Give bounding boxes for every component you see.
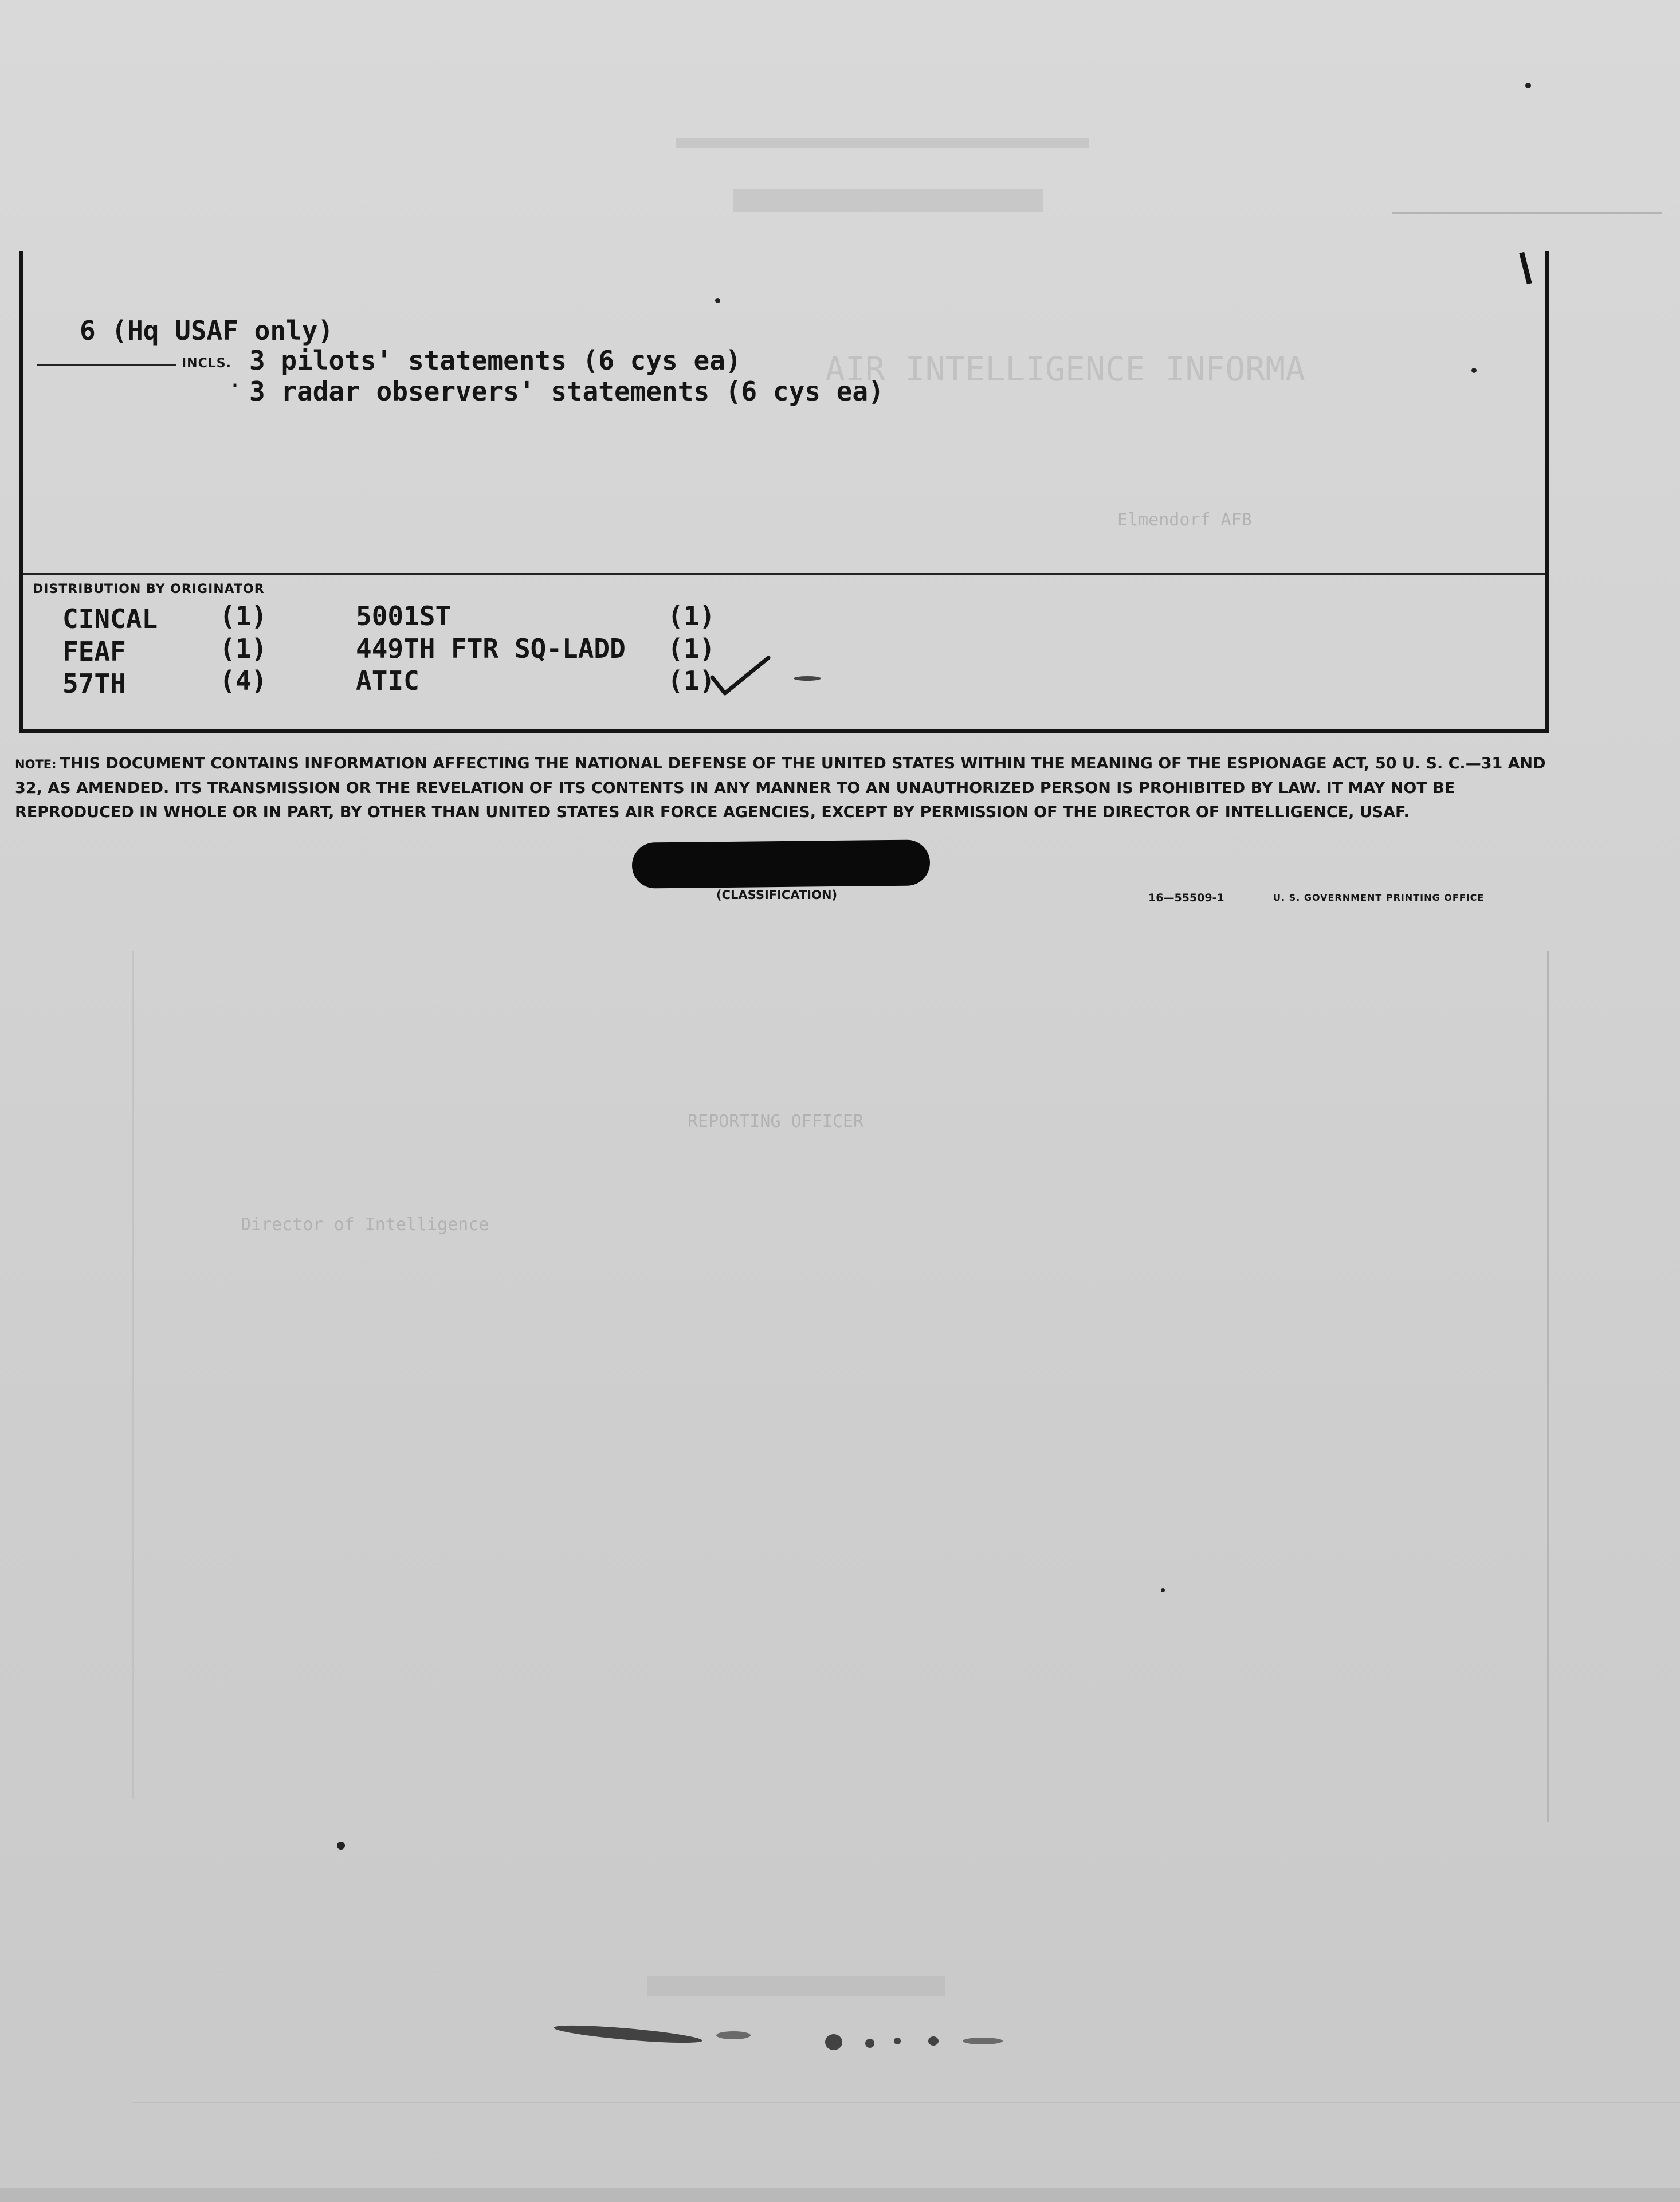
speck bbox=[1161, 1588, 1165, 1592]
dist-right-name: 5001ST bbox=[356, 600, 452, 631]
show-through-text: Elmendorf AFB bbox=[1117, 510, 1252, 530]
speck bbox=[715, 298, 720, 303]
speck bbox=[1471, 368, 1477, 373]
speck bbox=[337, 1842, 345, 1850]
show-through-mark bbox=[676, 138, 1089, 148]
show-through-mark bbox=[132, 951, 134, 1799]
dist-left-name: CINCAL bbox=[62, 603, 158, 634]
incls-label: INCLS. bbox=[182, 356, 231, 371]
copies-line: 6 (Hq USAF only) bbox=[80, 315, 334, 346]
dist-left-qty: (4) bbox=[219, 665, 268, 696]
redaction-bar bbox=[632, 839, 931, 888]
check-mark-icon bbox=[709, 652, 772, 698]
bullet-dot: · bbox=[230, 376, 241, 396]
classification-label: (CLASSIFICATION) bbox=[716, 888, 838, 902]
ink-mark bbox=[794, 676, 821, 681]
distribution-separator bbox=[23, 573, 1545, 575]
show-through-mark bbox=[647, 1976, 945, 1996]
dist-left-name: FEAF bbox=[62, 636, 126, 667]
stamp-smudge bbox=[928, 2036, 939, 2046]
show-through-mark bbox=[733, 189, 1043, 212]
note-prefix: NOTE: bbox=[15, 757, 57, 771]
printer-imprint: U. S. GOVERNMENT PRINTING OFFICE bbox=[1273, 892, 1485, 903]
dist-right-name: ATIC bbox=[356, 665, 419, 696]
stamp-smudge bbox=[716, 2031, 751, 2039]
dist-left-qty: (1) bbox=[219, 600, 268, 631]
espionage-notice bbox=[15, 752, 1562, 825]
stamp-smudge bbox=[865, 2039, 874, 2048]
show-through-mark bbox=[132, 2102, 1680, 2103]
inclosure-item: 3 radar observers' statements (6 cys ea) bbox=[249, 376, 884, 407]
show-through-text: AIR INTELLIGENCE INFORMA bbox=[825, 350, 1306, 388]
form-number: 16—55509-1 bbox=[1148, 892, 1224, 904]
stamp-smudge bbox=[894, 2038, 901, 2044]
show-through-text: REPORTING OFFICER bbox=[688, 1112, 864, 1132]
stamp-smudge bbox=[554, 2022, 703, 2047]
show-through-text: Director of Intelligence bbox=[241, 1215, 489, 1235]
inclosure-rule bbox=[37, 364, 176, 366]
dist-right-qty: (1) bbox=[668, 633, 716, 664]
dist-right-qty: (1) bbox=[668, 665, 716, 696]
inclosure-item: 3 pilots' statements (6 cys ea) bbox=[249, 345, 741, 376]
dist-left-name: 57TH bbox=[62, 668, 126, 699]
dist-right-qty: (1) bbox=[668, 600, 716, 631]
report-form-block bbox=[19, 251, 1549, 733]
speck bbox=[1525, 83, 1531, 88]
show-through-mark bbox=[1392, 212, 1662, 214]
stamp-smudge bbox=[963, 2038, 1003, 2044]
dist-right-name: 449TH FTR SQ-LADD bbox=[356, 633, 626, 664]
dist-left-qty: (1) bbox=[219, 633, 268, 664]
stamp-smudge bbox=[825, 2034, 842, 2050]
show-through-mark bbox=[1547, 951, 1549, 1822]
note-text: THIS DOCUMENT CONTAINS INFORMATION AFFECTING THE NATIONAL DEFENSE OF THE UNITED STATES WITHIN THE MEANING OF THE ESPIONAGE ACT, 50 U. S. C.—31 AND 32, AS AMENDED. ITS TRANSMISSION OR THE REVELATION OF ITS CONTENTS IN ANY MANNER TO AN UNAUTHORIZED PERSON IS PROHIBITED BY LAW. IT MAY NOT BE REPRODUCED IN WHOLE OR IN PART, BY OTHER THAN UNITED STATES AIR FORCE AGENCIES, EXCEPT BY PERMISSION OF THE DIRECTOR OF INTELLIGENCE, USAF. bbox=[15, 755, 1546, 821]
distribution-heading: DISTRIBUTION BY ORIGINATOR bbox=[33, 582, 265, 596]
scan-edge bbox=[0, 2188, 1680, 2202]
